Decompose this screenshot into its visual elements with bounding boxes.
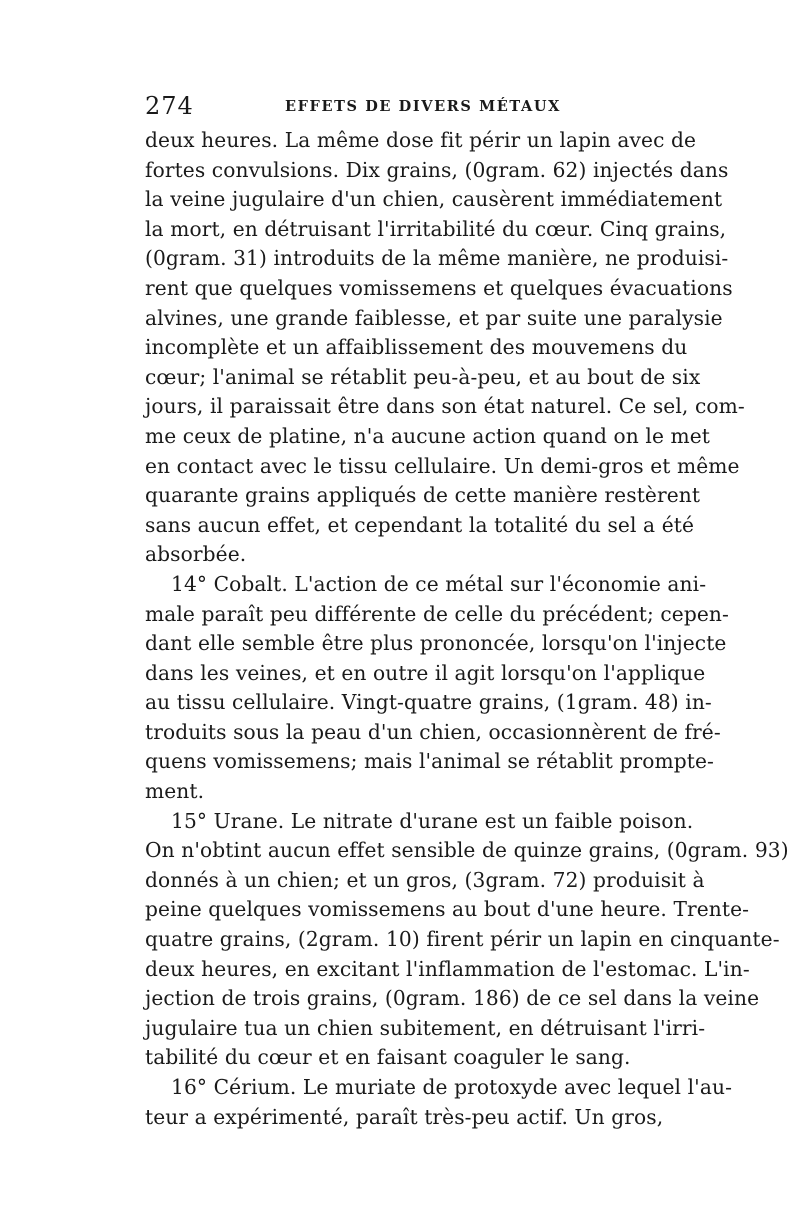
text-line: en contact avec le tissu cellulaire. Un demi-gros et même — [145, 453, 740, 478]
text-line: jours, il paraissait être dans son état naturel. Ce sel, com- — [145, 394, 745, 419]
text-line: dans les veines, et en outre il agit lorsqu'on l'applique — [145, 660, 706, 685]
text-line: la veine jugulaire d'un chien, causèrent immédiatement — [145, 187, 723, 212]
page-header — [145, 92, 665, 122]
text-line: au tissu cellulaire. Vingt-quatre grains, (1gram. 48) in- — [145, 690, 712, 715]
text-line: fortes convulsions. Dix grains, (0gram. 62) injectés dans — [145, 157, 729, 182]
text-line: sans aucun effet, et cependant la totalité du sel a été — [145, 512, 695, 537]
text-line: quens vomissemens; mais l'animal se rétablit prompte- — [145, 749, 714, 774]
paragraph-start-line: 16° Cérium. Le muriate de protoxyde avec lequel l'au- — [171, 1075, 732, 1099]
text-line: incomplète et un affaiblissement des mouvemens du — [145, 335, 688, 360]
running-head: EFFETS DE DIVERS MÉTAUX — [285, 98, 561, 115]
text-line: dant elle semble être plus prononcée, lorsqu'on l'injecte — [145, 631, 727, 656]
text-line: la mort, en détruisant l'irritabilité du cœur. Cinq grains, — [145, 216, 727, 241]
text-line: rent que quelques vomissemens et quelques évacuations — [145, 275, 733, 300]
text-line: cœur; l'animal se rétablit peu-à-peu, et au bout de six — [145, 364, 701, 389]
paragraph-start-line: 15° Urane. Le nitrate d'urane est un faible poison. — [171, 808, 694, 833]
text-line: teur a expérimenté, paraît très-peu actif. Un gros, — [145, 1104, 664, 1129]
text-line: jugulaire tua un chien subitement, en détruisant l'irri- — [145, 1015, 706, 1040]
text-line: male paraît peu différente de celle du précédent; cepen- — [145, 601, 729, 626]
text-line: quatre grains, (2gram. 10) firent périr un lapin en cinquante- — [145, 927, 780, 952]
text-line: (0gram. 31) introduits de la même manière, ne produisi- — [145, 246, 729, 271]
text-line: ment. — [145, 779, 205, 804]
text-line: me ceux de platine, n'a aucune action quand on le met — [145, 423, 711, 448]
body-text — [145, 126, 789, 1132]
text-line: tabilité du cœur et en faisant coaguler le sang. — [145, 1045, 631, 1070]
text-line: troduits sous la peau d'un chien, occasionnèrent de fré- — [145, 719, 721, 744]
text-line: absorbée. — [145, 542, 247, 567]
page-number: 274 — [145, 92, 194, 120]
text-line: donnés à un chien; et un gros, (3gram. 72) produisit à — [145, 867, 705, 892]
text-line: quarante grains appliqués de cette manière restèrent — [145, 483, 701, 508]
text-line: deux heures, en excitant l'inflammation de l'estomac. L'in- — [145, 956, 750, 981]
text-line: alvines, une grande faiblesse, et par suite une paralysie — [145, 305, 723, 330]
text-line: peine quelques vomissemens au bout d'une heure. Trente- — [145, 897, 750, 922]
text-line: On n'obtint aucun effet sensible de quinze grains, (0gram. 93) — [145, 838, 789, 863]
text-line: deux heures. La même dose fit périr un lapin avec de — [145, 128, 697, 152]
text-line: jection de trois grains, (0gram. 186) de ce sel dans la veine — [145, 986, 760, 1011]
paragraph-start-line: 14° Cobalt. L'action de ce métal sur l'économie ani- — [171, 571, 707, 596]
